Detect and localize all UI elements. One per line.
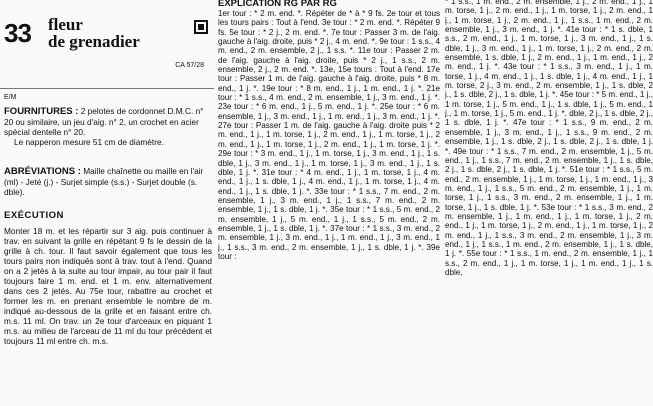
middle-column	[218, 0, 440, 406]
divider	[0, 88, 214, 89]
pattern-title-line1: fleur	[48, 15, 83, 34]
pattern-reference: CA 57/28	[175, 62, 204, 69]
abbreviations-section	[4, 166, 212, 197]
size-note: Le napperon mesure 51 cm de diamètre.	[14, 137, 164, 147]
abbreviations-heading: ABRÉVIATIONS :	[4, 166, 81, 177]
difficulty-mark: E/M	[4, 94, 17, 101]
left-column	[0, 0, 214, 406]
explanation-text-part1: 1er tour : * 2 m. end. *. Répéter de * à * 9 fs. 2e tour et tous les tours pairs : Tout à l'end. 3e tour : * 2 m. end. *. Répéter 9 fs. 5e tour : * 2 j., 2 m. end. *. 7e tour : Passer 3 m. de l'aig. gauche à l'aig. droite, puis * 2 j., 4 m. end. *. 9e tour : 1 s.s., 4 m. end., 2 m. ensemble, 2 j., 1 s.s. *. 11e tour : Passer 2 m. de l'aig. gauche à l'aig. droite, puis * 2 j., 1 s.s., 2 m. ensemble, 2 j., 2 m. end. *. 13e, 15e tours : Tout à l'end. 17e tour : Passer 1 m. de l'aig. gauche à l'aig. droite, puis * 8 m. end., 1 j. *. 19e tour : * 8 m. end., 1 j., 1 m. end., 1 j. *. 21e tour : * 1 s.s., 4 m. end., 2 m. ensemble, 1 j., 3 m. end., 1 j. *. 23e tour : * 6 m. end., 1 j., 5 m. end., 1 j. *. 25e tour : * 6 m. ensemble, 1 j., 3 m. end., 1 j., 1 m. end., 1 j., 3 m. end., 1 j. *. 27e tour : Passer 1 m. de l'aig. gauche à l'aig. droite puis * 2 m. end., 1 j., 1 m. torse, 1 j., 2 m. end., 1 j., 1 m. torse, 1 j., 2 m. end., 1 j., 1 m. torse, 1 j., 2 m. end., 1 j., 1 m. torse, 1 j. *. 29e tour : * 3 m. end., 1 j., 1 m. torse, 1 j., 3 m. end., 1 j., 1 s. dble, 1 j., 3 m. end., 1 j., 1 m. torse, 1 j., 3 m. end., 1 j., 1 s. dble, 1 j. *. 31e tour : * 4 m. end., 1 j., 1 m. torse, 1 j., 4 m. end., 1 j., 1 s. dble, 1 j., 4 m. end., 1 j., 1 m. torse, 1 j., 4 m. end., 1 j., 1 s. dble, 1 j. *. 33e tour : * 1 s.s., 7 m. end., 2 m. ensemble, 1 j., 3 m. end., 1 j., 1 s.s., 7 m. end., 2 m. ensemble, 1 j., 1 s. dble, 1 j. *. 35e tour : * 1 s.s., 5 m. end., 2 m. ensemble, 1 j., 5 m. end., 1 j., 1 s.s., 5 m. end., 2 m. ensemble, 1 j., 1 s. dble, 1 j. *. 37e tour : * 1 s.s., 3 m. end., 2 m. ensemble, 1 j., 3 m. end., 1 j., 1 m. end., 1 j., 3 m. end., 1 j., 1 s.s., 3 m. end., 2 m. ensemble, 1 j., 1 s. dble, 1 j. *. 39e tour :	[218, 9, 440, 261]
supplies-text: 2 pelotes de cordonnet D.M.C. n° 20 ou similaire, un jeu d'aig. n° 2, un crochet en acier spécial dentelle n° 20.	[4, 106, 204, 137]
explanation-text-part2: * 1 s.s., 1 m. end., 2 m. ensemble, 1 j., 2 m. end., 1 j., 1 m. torse, 1 j., 2 m. end., 1 j., 1 m. torse, 1 j., 2 m. end., 1 j., 1 m. torse, 1 j., 2 m. end., 1 j., 1 s.s., 1 m. end., 2 m. ensemble, 1 j., 3 m. end., 1 j. *. 41e tour : * 1 s. dble, 1 s.s., 2 m. end., 1 j., 1 m. torse, 1 j., 3 m. end., 1 j., 1 s. dble, 1 j., 3 m. end., 1 j., 1 m. torse, 1 j., 2 m. end., 2 m. ensemble, 1 s. dble, 1 j., 2 m. end., 1 j., 1 m. end., 1 j., 2 m. end., 1 j. *. 43e tour : * 1 s.s., 3 m. end., 1 j., 1 m. torse, 1 j., 4 m. end., 1 j., 1 s. dble, 1 j., 4 m. end., 1 j., 1 m. torse, 2 j., 3 m. end., 2 m. ensemble, 1 j., 1 s. dble, 2 j., 1 s. dble, 2 j., 1 s. dble, 1 j. *. 45e tour : * 5 m. end., 1 j., 1 m. torse, 1 j., 5 m. end., 1 j., 1 s. dble, 1 j., 5 m. end., 1 j., 1 m. torse, 1 j., 5 m. end., 1 j. *. dble, 2 j., 1 s. dble, 2 j., 1 s. dble, 1 j. *. 47e tour : * 1 s.s., 9 m. end., 2 m. ensemble, 1 j., 3 m. end., 1 j., 1 s.s., 9 m. end., 2 m. ensemble, 1 j., 1 s. dble, 2 j., 1 s. dble, 2 j., 1 s. dble, 1 j. *. 49e tour : * 1 s.s., 7 m. end., 2 m. ensemble, 1 j., 5 m. end., 1 j., 1 s.s., 7 m. end., 2 m. ensemble, 1 j., 1 s. dble, 2 j., 1 s. dble, 2 j., 1 s. dble, 1 j. *. 51e tour : * 1 s.s., 5 m. end., 2 m. ensemble, 1 j., 1 m. torse, 1 j., 1 m. end., 1 j., 3 m. end., 1 j., 1 s.s., 5 m. end., 2 m. ensemble, 1 j., 1 m. torse, 1 j., 1 s.s., 3 m. end., 2 m. ensemble, 1 j., 1 m. torse, 1 j., 1 s. dble, 1 j. *. 53e tour : * 1 s.s., 3 m. end., 2 m. ensemble, 1 j., 1 m. end., 1 j., 1 m. torse, 1 j., 2 m. end., 1 j., 1 m. torse, 1 j., 2 m. end., 1 j., 1 m. torse, 1 j., 2 m. end., 1 j., 1 s.s., 3 m. end., 2 m. ensemble, 1 j., 3 m. end., 1 j., 1 s.s., 1 m. end., 2 m. ensemble, 1 j., 1 s. dble, 1 j. *. 55e tour : * 1 s.s., 1 m. end., 2 m. ensemble, 1 j., 1 s.s., 2 m. end., 1 j., 1 m. torse, 1 j., 1 m. end., 1 j., 1 s. dble,	[445, 0, 653, 277]
supplies-section	[4, 106, 212, 147]
difficulty-square-icon	[194, 20, 208, 34]
pattern-title-line2: de grenadier	[48, 32, 140, 51]
execution-text: Monter 18 m. et les répartir sur 3 aig. puis continuer à trav. en suivant la grille en répétant 9 fs le dessin de la grille à ch. tour. Il faut savoir également que tous les tours pairs non indiqués sont à trav. tout à l'end. Quand on a 2 jetés à la suite au tour impair, au tour pair il faut toujours faire 1 m. end. et 1 m. env. alternativement dans ces 2 jetés. Au 75e tour, rabattre au crochet et former les m. en prenant ensemble le nombre de m. indiqué au-dessous de la grille et en faisant entre ch. m.s. 11 ml. On trav. un 2e tour d'arceaux en piquant 1 m.s. au milieu de l'arceau de 11 ml du tour précédent et toujours 11 ml entre ch. m.s.	[4, 226, 212, 346]
pattern-title	[48, 16, 140, 50]
pattern-number: 33	[4, 18, 31, 48]
abbreviations-text: Maille chaînette ou maille en l'air (ml) - Jeté (j.) - Surjet simple (s.s.) - Surjet double (s. dble).	[4, 166, 204, 197]
execution-heading: EXÉCUTION	[4, 210, 64, 221]
right-column	[445, 0, 653, 406]
pattern-header	[4, 8, 212, 68]
explanation-heading: EXPLICATION RG PAR RG	[218, 0, 337, 9]
supplies-heading: FOURNITURES :	[4, 106, 79, 117]
